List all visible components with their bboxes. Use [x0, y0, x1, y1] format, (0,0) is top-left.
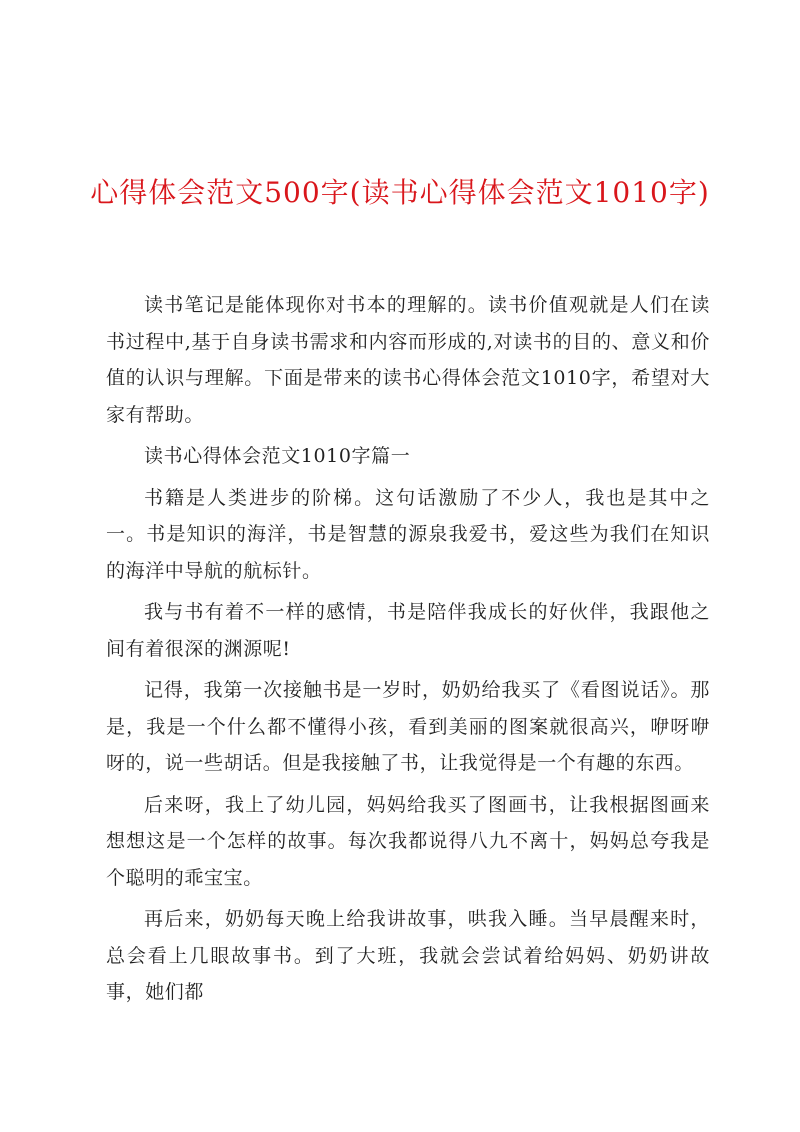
document-body — [106, 287, 710, 1011]
paragraph-feelings: 我与书有着不一样的感情，书是陪伴我成长的好伙伴，我跟他之间有着很深的渊源呢! — [106, 601, 710, 660]
paragraph-intro: 读书笔记是能体现你对书本的理解的。读书价值观就是人们在读书过程中,基于自身读书需求和内容而形成的,对读书的目的、意义和价值的认识与理解。下面是带来的读书心得体会范文1010字，希望对大家有帮助。 — [106, 294, 710, 426]
section-heading: 读书心得体会范文1010字篇一 — [144, 445, 411, 467]
paragraph-books-ladder: 书籍是人类进步的阶梯。这句话激励了不少人，我也是其中之一。书是知识的海洋，书是智慧的源泉我爱书，爱这些为我们在知识的海洋中导航的航标针。 — [106, 486, 710, 582]
page-title: 心得体会范文500字(读书心得体会范文1010字) — [90, 176, 710, 209]
paragraph-bedtime-stories: 再后来，奶奶每天晚上给我讲故事，哄我入睡。当早晨醒来时，总会看上几眼故事书。到了大班，我就会尝试着给妈妈、奶奶讲故事，她们都 — [106, 908, 710, 1003]
paragraph-first-book: 记得，我第一次接触书是一岁时，奶奶给我买了《看图说话》。那是，我是一个什么都不懂得小孩，看到美丽的图案就很高兴，咿呀咿呀的，说一些胡话。但是我接触了书，让我觉得是一个有趣的东西。 — [106, 679, 710, 774]
paragraph-kindergarten: 后来呀，我上了幼儿园，妈妈给我买了图画书，让我根据图画来想想这是一个怎样的故事。每次我都说得八九不离十，妈妈总夸我是个聪明的乖宝宝。 — [106, 793, 710, 889]
